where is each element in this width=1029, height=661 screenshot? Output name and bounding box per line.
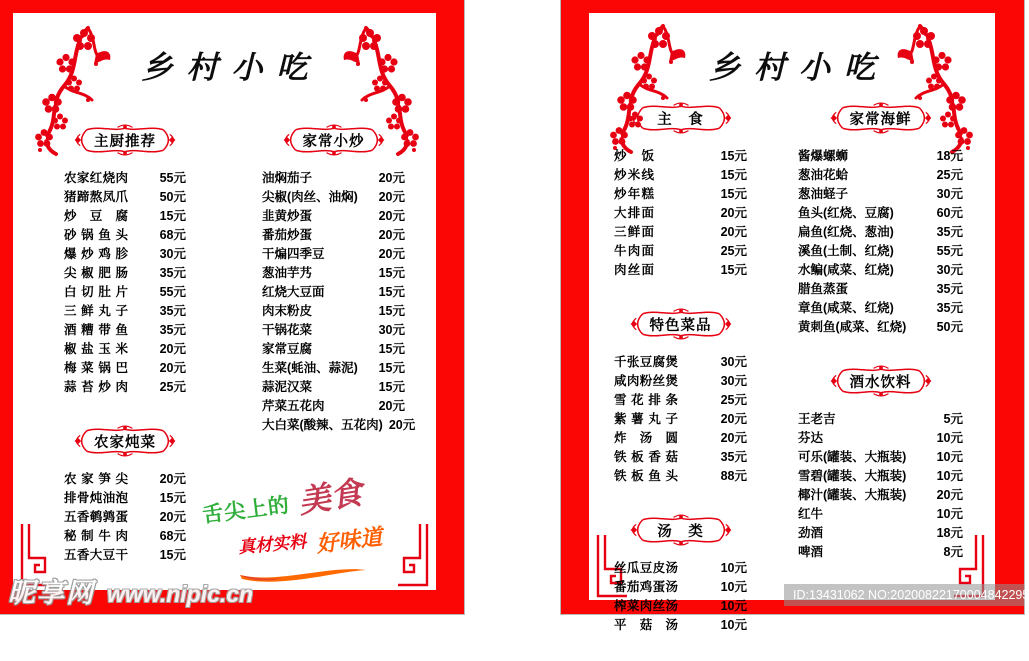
menu-item-row bbox=[614, 204, 747, 223]
menu-item-name: 雪碧(罐装、大瓶装) bbox=[798, 469, 907, 483]
menu-item-price: 20元 bbox=[378, 228, 405, 242]
menu-item-name: 炒饭 bbox=[614, 149, 654, 163]
menu-item-row bbox=[614, 410, 747, 429]
menu-item-price: 20元 bbox=[936, 488, 963, 502]
menu-item-name: 平菇汤 bbox=[614, 618, 678, 632]
swoosh-underline-icon bbox=[238, 564, 370, 580]
section-title: 家常小炒 bbox=[302, 133, 365, 150]
menu-item-price: 88元 bbox=[720, 469, 747, 483]
menu-item-price: 20元 bbox=[720, 431, 747, 445]
menu-item-price: 8元 bbox=[943, 545, 963, 559]
menu-item-row bbox=[64, 508, 186, 527]
section-header bbox=[825, 100, 937, 136]
menu-item-price: 60元 bbox=[936, 206, 963, 220]
menu-item-name: 葱油蛏子 bbox=[798, 187, 849, 201]
menu-item-price: 35元 bbox=[936, 225, 963, 239]
menu-item-price: 10元 bbox=[720, 599, 747, 613]
menu-item-row bbox=[614, 559, 747, 578]
menu-column bbox=[64, 122, 186, 591]
menu-item-price: 20元 bbox=[388, 418, 416, 432]
menu-item-price: 35元 bbox=[936, 282, 963, 296]
section-header bbox=[278, 122, 390, 158]
menu-item-name: 牛肉面 bbox=[614, 244, 654, 258]
section-title: 主厨推荐 bbox=[94, 133, 156, 150]
section-header bbox=[69, 423, 181, 459]
menu-item-name: 扁鱼(红烧、葱油) bbox=[798, 225, 894, 239]
menu-item-name: 王老吉 bbox=[798, 412, 836, 426]
menu-item-price: 10元 bbox=[720, 580, 747, 594]
menu-item-name: 生菜(蚝油、蒜泥) bbox=[262, 361, 358, 375]
menu-item-name: 五香鹌鹑蛋 bbox=[64, 510, 128, 524]
section-title: 特色菜品 bbox=[649, 317, 712, 334]
menu-item-row bbox=[64, 226, 186, 245]
menu-item-name: 蒜泥汉菜 bbox=[262, 380, 313, 394]
menu-item-name: 腊鱼蒸蛋 bbox=[798, 282, 849, 296]
menu-item-price: 10元 bbox=[936, 469, 963, 483]
menu-item-row bbox=[614, 448, 747, 467]
menu-item-price: 20元 bbox=[159, 361, 186, 375]
menu-item-row bbox=[64, 359, 186, 378]
menu-item-price: 15元 bbox=[159, 548, 186, 562]
section-item-list bbox=[798, 147, 963, 337]
menu-item-row bbox=[262, 169, 405, 188]
watermark-site-name: 昵享网 bbox=[8, 578, 95, 608]
menu-item-name: 油焖茄子 bbox=[262, 171, 313, 185]
menu-item-row bbox=[64, 245, 186, 264]
menu-item-price: 35元 bbox=[159, 323, 186, 337]
menu-item-name: 韭黄炒蛋 bbox=[262, 209, 313, 223]
section-header bbox=[69, 122, 181, 158]
menu-item-name: 排骨炖油泡 bbox=[64, 491, 128, 505]
menu-item-row bbox=[64, 340, 186, 359]
section-item-list bbox=[64, 470, 186, 565]
menu-item-name: 砂锅鱼头 bbox=[64, 228, 128, 242]
menu-item-row bbox=[262, 359, 405, 378]
menu-item-row bbox=[64, 207, 186, 226]
menu-item-row bbox=[798, 505, 963, 524]
menu-item-price: 15元 bbox=[720, 149, 747, 163]
menu-item-name: 榨菜肉丝汤 bbox=[614, 599, 678, 613]
menu-item-row bbox=[798, 524, 963, 543]
menu-item-name: 水鳊(咸菜、红烧) bbox=[798, 263, 894, 277]
menu-item-price: 15元 bbox=[720, 263, 747, 277]
menu-item-price: 30元 bbox=[720, 355, 747, 369]
menu-item-price: 68元 bbox=[159, 529, 186, 543]
menu-item-price: 35元 bbox=[936, 301, 963, 315]
menu-item-row bbox=[262, 226, 405, 245]
menu-item-name: 农家笋尖 bbox=[64, 472, 128, 486]
menu-item-price: 30元 bbox=[720, 374, 747, 388]
menu-section bbox=[64, 423, 186, 565]
section-item-list bbox=[614, 559, 747, 635]
menu-item-price: 20元 bbox=[378, 171, 405, 185]
menu-item-name: 椰汁(罐装、大瓶装) bbox=[798, 488, 907, 502]
menu-item-price: 35元 bbox=[159, 304, 186, 318]
menu-item-row bbox=[798, 280, 963, 299]
menu-item-name: 葱油花蛤 bbox=[798, 168, 849, 182]
menu-item-name: 肉末粉皮 bbox=[262, 304, 313, 318]
menu-item-name: 葱油芋艿 bbox=[262, 266, 313, 280]
menu-item-row bbox=[262, 378, 405, 397]
menu-item-row bbox=[64, 527, 186, 546]
menu-item-row bbox=[64, 546, 186, 565]
menu-item-name: 咸肉粉丝煲 bbox=[614, 374, 678, 388]
menu-item-name: 鱼头(红烧、豆腐) bbox=[798, 206, 894, 220]
menu-item-name: 铁板鱼头 bbox=[614, 469, 678, 483]
menu-item-name: 秘制牛肉 bbox=[64, 529, 128, 543]
menu-item-price: 15元 bbox=[378, 361, 405, 375]
menu-item-row bbox=[614, 616, 747, 635]
menu-section bbox=[614, 512, 747, 635]
menu-item-name: 芬达 bbox=[798, 431, 824, 445]
section-header bbox=[625, 306, 737, 342]
menu-column bbox=[614, 100, 747, 661]
menu-item-name: 劲酒 bbox=[798, 526, 824, 540]
slogan-text-crimson: 美食 bbox=[295, 473, 365, 521]
section-header bbox=[625, 100, 737, 136]
menu-item-name: 蒜苔炒肉 bbox=[64, 380, 128, 394]
menu-item-price: 55元 bbox=[159, 171, 186, 185]
menu-column bbox=[798, 100, 963, 588]
menu-item-price: 20元 bbox=[378, 247, 405, 261]
menu-item-name: 猪蹄熬凤爪 bbox=[64, 190, 128, 204]
menu-item-name: 炒豆腐 bbox=[64, 209, 128, 223]
menu-item-price: 20元 bbox=[159, 342, 186, 356]
menu-section bbox=[614, 306, 747, 486]
menu-item-price: 50元 bbox=[159, 190, 186, 204]
menu-item-row bbox=[64, 283, 186, 302]
menu-item-name: 白切肚片 bbox=[64, 285, 128, 299]
menu-item-row bbox=[614, 166, 747, 185]
page-title: 乡村小吃 bbox=[709, 50, 889, 86]
menu-item-price: 10元 bbox=[936, 450, 963, 464]
menu-item-row bbox=[798, 467, 963, 486]
menu-item-row bbox=[798, 204, 963, 223]
menu-item-name: 干锅花菜 bbox=[262, 323, 313, 337]
menu-item-price: 15元 bbox=[159, 491, 186, 505]
menu-item-name: 大排面 bbox=[614, 206, 654, 220]
menu-item-name: 啤酒 bbox=[798, 545, 824, 559]
section-title: 农家炖菜 bbox=[94, 434, 156, 451]
menu-item-name: 五香大豆干 bbox=[64, 548, 128, 562]
section-title: 汤 类 bbox=[657, 523, 704, 540]
menu-item-row bbox=[798, 486, 963, 505]
menu-item-row bbox=[798, 242, 963, 261]
menu-item-row bbox=[64, 264, 186, 283]
menu-item-name: 章鱼(咸菜、红烧) bbox=[798, 301, 894, 315]
menu-column bbox=[262, 122, 416, 461]
menu-item-row bbox=[262, 302, 405, 321]
slogan-text-red: 真材实料 bbox=[237, 532, 307, 557]
section-header bbox=[825, 363, 937, 399]
menu-item-row bbox=[614, 185, 747, 204]
menu-item-name: 红牛 bbox=[798, 507, 824, 521]
menu-item-row bbox=[798, 185, 963, 204]
menu-item-price: 10元 bbox=[720, 561, 747, 575]
menu-card-right bbox=[561, 0, 1024, 632]
menu-item-price: 18元 bbox=[936, 149, 963, 163]
menu-item-price: 20元 bbox=[720, 225, 747, 239]
menu-item-row bbox=[614, 578, 747, 597]
menu-item-row bbox=[262, 340, 405, 359]
menu-item-price: 20元 bbox=[159, 472, 186, 486]
menu-item-price: 10元 bbox=[936, 431, 963, 445]
menu-item-price: 15元 bbox=[720, 168, 747, 182]
menu-item-price: 30元 bbox=[936, 263, 963, 277]
menu-item-price: 15元 bbox=[378, 285, 405, 299]
menu-item-row bbox=[798, 147, 963, 166]
menu-item-row bbox=[262, 397, 405, 416]
menu-item-name: 爆炒鸡胗 bbox=[64, 247, 128, 261]
menu-item-name: 炒米线 bbox=[614, 168, 654, 182]
menu-item-row bbox=[614, 353, 747, 372]
menu-item-name: 大白菜(酸辣、五花肉) bbox=[262, 418, 383, 432]
menu-item-name: 酒糟带鱼 bbox=[64, 323, 128, 337]
menu-item-row bbox=[798, 543, 963, 562]
menu-item-name: 炸汤圆 bbox=[614, 431, 678, 445]
menu-item-price: 20元 bbox=[720, 412, 747, 426]
menu-item-name: 肉丝面 bbox=[614, 263, 654, 277]
menu-item-price: 35元 bbox=[159, 266, 186, 280]
menu-item-row bbox=[798, 448, 963, 467]
menu-item-row bbox=[262, 188, 405, 207]
slogan-text-orange: 好味道 bbox=[314, 524, 384, 557]
menu-item-row bbox=[64, 302, 186, 321]
menu-item-price: 15元 bbox=[378, 342, 405, 356]
menu-item-row bbox=[614, 597, 747, 616]
menu-item-price: 25元 bbox=[936, 168, 963, 182]
menu-item-price: 15元 bbox=[378, 380, 405, 394]
menu-section bbox=[798, 363, 963, 562]
menu-item-row bbox=[798, 166, 963, 185]
menu-item-price: 50元 bbox=[936, 320, 963, 334]
menu-item-row bbox=[262, 207, 405, 226]
menu-item-row bbox=[614, 372, 747, 391]
section-item-list bbox=[64, 169, 186, 397]
menu-item-name: 尖椒肥肠 bbox=[64, 266, 128, 280]
menu-item-row bbox=[64, 489, 186, 508]
menu-item-price: 30元 bbox=[936, 187, 963, 201]
section-item-list bbox=[614, 353, 747, 486]
menu-item-row bbox=[798, 223, 963, 242]
menu-item-price: 55元 bbox=[159, 285, 186, 299]
menu-item-name: 干煸四季豆 bbox=[262, 247, 325, 261]
menu-item-row bbox=[262, 416, 416, 435]
watermark-site-logo bbox=[8, 571, 253, 610]
menu-item-row bbox=[798, 429, 963, 448]
menu-item-name: 炒年糕 bbox=[614, 187, 654, 201]
menu-section bbox=[262, 122, 416, 435]
section-title: 家常海鲜 bbox=[849, 111, 912, 128]
menu-item-name: 丝瓜豆皮汤 bbox=[614, 561, 678, 575]
section-header bbox=[625, 512, 737, 548]
slogan-text-green: 舌尖上的 bbox=[201, 493, 292, 528]
menu-item-name: 黄刺鱼(咸菜、红烧) bbox=[798, 320, 907, 334]
menu-item-name: 农家红烧肉 bbox=[64, 171, 128, 185]
menu-item-name: 梅菜锅巴 bbox=[64, 361, 128, 375]
section-item-list bbox=[798, 410, 963, 562]
watermark-site-url: www.nipic.cn bbox=[107, 581, 254, 607]
menu-item-price: 25元 bbox=[720, 393, 747, 407]
menu-item-row bbox=[64, 188, 186, 207]
menu-item-row bbox=[64, 378, 186, 397]
menu-item-name: 三鲜面 bbox=[614, 225, 654, 239]
menu-item-name: 番茄鸡蛋汤 bbox=[614, 580, 678, 594]
menu-item-name: 雪花排条 bbox=[614, 393, 678, 407]
menu-item-name: 椒盐玉米 bbox=[64, 342, 128, 356]
section-title: 主 食 bbox=[657, 111, 704, 128]
menu-section bbox=[798, 100, 963, 337]
menu-item-row bbox=[798, 299, 963, 318]
menu-item-row bbox=[64, 321, 186, 340]
menu-item-price: 68元 bbox=[159, 228, 186, 242]
menu-section bbox=[614, 100, 747, 280]
menu-item-price: 15元 bbox=[159, 209, 186, 223]
menu-item-price: 10元 bbox=[720, 618, 747, 632]
menu-item-price: 18元 bbox=[936, 526, 963, 540]
menu-item-row bbox=[262, 321, 405, 340]
menu-section bbox=[64, 122, 186, 397]
menu-item-name: 千张豆腐煲 bbox=[614, 355, 678, 369]
menu-item-name: 溪鱼(土制、红烧) bbox=[798, 244, 894, 258]
section-item-list bbox=[614, 147, 747, 280]
menu-item-price: 20元 bbox=[159, 510, 186, 524]
menu-item-row bbox=[262, 264, 405, 283]
menu-item-row bbox=[614, 391, 747, 410]
menu-item-price: 25元 bbox=[720, 244, 747, 258]
menu-item-price: 20元 bbox=[378, 209, 405, 223]
menu-item-row bbox=[614, 429, 747, 448]
menu-item-price: 35元 bbox=[720, 450, 747, 464]
menu-item-name: 铁板香菇 bbox=[614, 450, 678, 464]
menu-item-row bbox=[798, 318, 963, 337]
menu-item-price: 25元 bbox=[159, 380, 186, 394]
menu-item-row bbox=[614, 147, 747, 166]
slogan-artwork bbox=[198, 474, 438, 586]
menu-item-name: 紫薯丸子 bbox=[614, 412, 678, 426]
section-item-list bbox=[262, 169, 416, 435]
menu-item-row bbox=[614, 223, 747, 242]
menu-item-row bbox=[64, 169, 186, 188]
page-title: 乡村小吃 bbox=[141, 50, 322, 86]
menu-item-row bbox=[614, 467, 747, 486]
menu-card-left bbox=[0, 0, 464, 614]
menu-item-name: 红烧大豆面 bbox=[262, 285, 325, 299]
menu-item-row bbox=[64, 470, 186, 489]
menu-item-price: 15元 bbox=[378, 266, 405, 280]
menu-item-price: 55元 bbox=[936, 244, 963, 258]
watermark-id-bar: ID:13431062 NO:20200822170004842295 bbox=[784, 584, 1024, 606]
menu-item-price: 30元 bbox=[159, 247, 186, 261]
section-title: 酒水饮料 bbox=[849, 374, 912, 391]
menu-item-row bbox=[798, 261, 963, 280]
menu-item-name: 酱爆螺蛳 bbox=[798, 149, 849, 163]
menu-item-name: 家常豆腐 bbox=[262, 342, 313, 356]
menu-item-price: 20元 bbox=[720, 206, 747, 220]
menu-item-price: 30元 bbox=[378, 323, 405, 337]
menu-item-row bbox=[262, 245, 405, 264]
menu-item-price: 15元 bbox=[378, 304, 405, 318]
menu-item-row bbox=[262, 283, 405, 302]
menu-item-name: 尖椒(肉丝、油焖) bbox=[262, 190, 358, 204]
menu-item-price: 5元 bbox=[943, 412, 963, 426]
menu-item-row bbox=[614, 242, 747, 261]
menu-item-price: 10元 bbox=[936, 507, 963, 521]
menu-item-row bbox=[798, 410, 963, 429]
menu-item-row bbox=[614, 261, 747, 280]
menu-item-name: 可乐(罐装、大瓶装) bbox=[798, 450, 907, 464]
menu-item-price: 20元 bbox=[378, 399, 405, 413]
menu-item-name: 番茄炒蛋 bbox=[262, 228, 313, 242]
menu-item-price: 20元 bbox=[378, 190, 405, 204]
menu-item-price: 15元 bbox=[720, 187, 747, 201]
menu-item-name: 三鲜丸子 bbox=[64, 304, 128, 318]
menu-item-name: 芹菜五花肉 bbox=[262, 399, 325, 413]
